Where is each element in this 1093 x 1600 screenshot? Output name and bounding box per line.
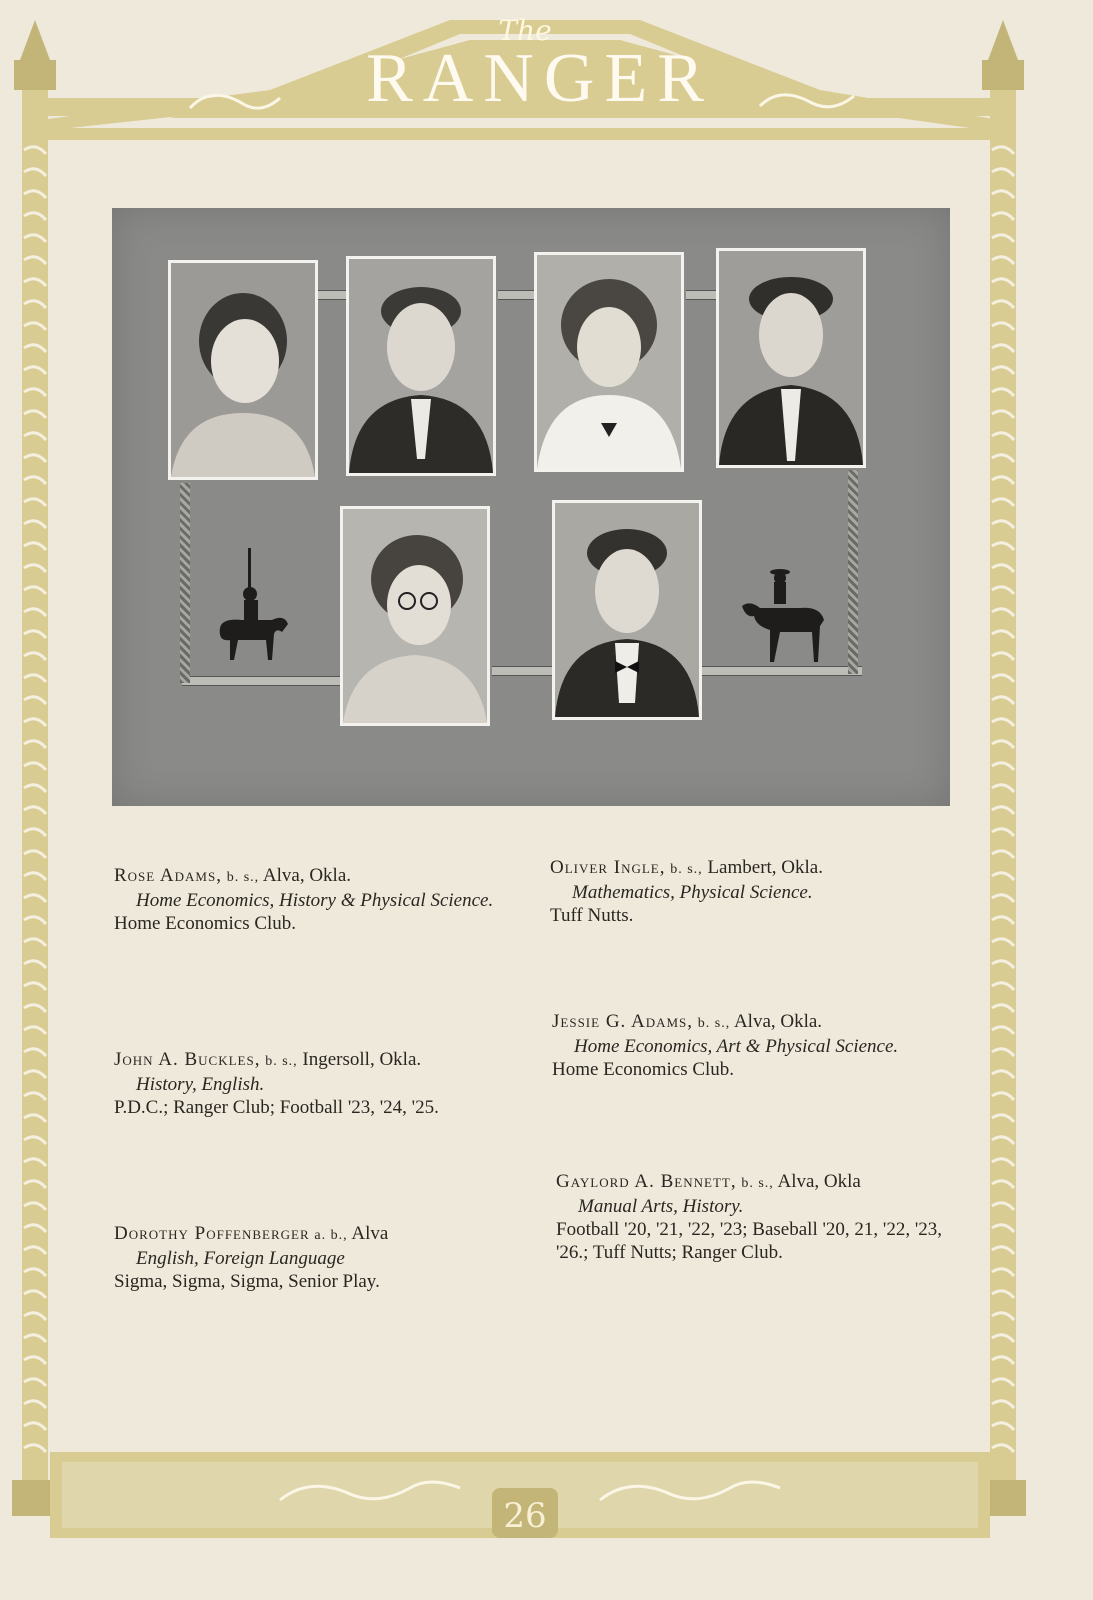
bio-entry <box>114 864 514 935</box>
portrait-photo <box>534 252 684 472</box>
photo-connector <box>492 666 552 676</box>
bio-heading: Oliver Ingle, b. s., Lambert, Okla. <box>550 857 823 878</box>
bio-heading: Gaylord A. Bennett, b. s., Alva, Okla <box>556 1171 861 1192</box>
cowboy-on-horse-icon <box>740 566 830 670</box>
bio-heading: Rose Adams, b. s., Alva, Okla. <box>114 865 352 886</box>
photo-connector <box>317 290 347 300</box>
photo-connector <box>182 676 342 686</box>
portrait-photo <box>346 256 496 476</box>
bio-subjects: Mathematics, Physical Science. <box>572 882 813 903</box>
bio-activities: P.D.C.; Ranger Club; Football '23, '24, '25. <box>114 1097 439 1118</box>
portrait-photo <box>716 248 866 468</box>
bio-activities: Sigma, Sigma, Sigma, Senior Play. <box>114 1271 380 1292</box>
bio-activities: Football '20, '21, '22, '23; Baseball '20, 21, '22, '23, '26.; Tuff Nutts; Ranger Club. <box>556 1219 943 1263</box>
bio-subjects: English, Foreign Language <box>136 1248 345 1269</box>
bio-entry <box>114 1222 514 1293</box>
bio-subjects: Home Economics, Art & Physical Science. <box>574 1036 899 1057</box>
portrait-panel <box>112 208 950 806</box>
bio-entry <box>114 1048 514 1119</box>
header-title: RANGER <box>366 40 714 117</box>
photo-connector <box>498 290 534 300</box>
bio-entry <box>556 1170 956 1264</box>
portrait-photo <box>552 500 702 720</box>
rope-post <box>848 470 858 674</box>
bio-subjects: Home Economics, History & Physical Science. <box>136 890 494 911</box>
knight-on-horse-icon <box>212 548 292 668</box>
portrait-photo <box>340 506 490 726</box>
portrait-photo <box>168 260 318 480</box>
bio-heading: Dorothy Poffenberger a. b., Alva <box>114 1223 389 1244</box>
bio-activities: Home Economics Club. <box>552 1059 735 1080</box>
photo-connector <box>686 290 720 300</box>
bio-subjects: Manual Arts, History. <box>578 1196 744 1217</box>
bio-subjects: History, English. <box>136 1074 265 1095</box>
bio-heading: Jessie G. Adams, b. s., Alva, Okla. <box>552 1011 823 1032</box>
bio-activities: Tuff Nutts. <box>550 905 634 926</box>
bio-entry <box>550 856 950 927</box>
bio-activities: Home Economics Club. <box>114 913 297 934</box>
bio-heading: John A. Buckles, b. s., Ingersoll, Okla. <box>114 1049 422 1070</box>
rope-post <box>180 483 190 683</box>
page-number: 26 <box>503 1496 547 1536</box>
header-the: The <box>498 14 552 47</box>
bio-entry <box>552 1010 952 1081</box>
